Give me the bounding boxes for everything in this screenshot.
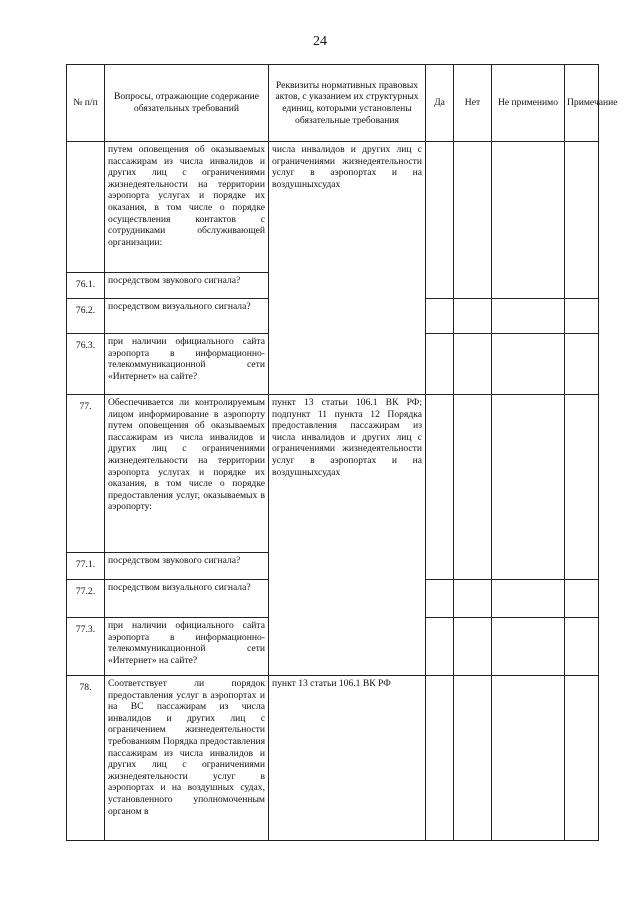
not-applicable-cell[interactable] [492,142,565,299]
note-cell[interactable] [565,299,599,334]
yes-cell[interactable] [426,580,454,618]
not-applicable-cell[interactable] [492,580,565,618]
header-questions: Вопросы, отражающие содержание обязательных требований [105,65,269,142]
not-applicable-cell[interactable] [492,334,565,395]
row-num: 77. [67,395,105,553]
note-cell[interactable] [565,618,599,676]
no-cell[interactable] [454,618,492,676]
row-question: посредством визуального сигнала? [105,580,269,618]
note-cell[interactable] [565,142,599,299]
row-num: 77.3. [67,618,105,676]
table-header-row [67,65,599,142]
no-cell[interactable] [454,299,492,334]
table-row [67,676,599,841]
row-num: 77.1. [67,553,105,580]
yes-cell[interactable] [426,618,454,676]
note-cell[interactable] [565,676,599,841]
yes-cell[interactable] [426,395,454,580]
yes-cell[interactable] [426,142,454,299]
no-cell[interactable] [454,676,492,841]
row-requisite: числа инвалидов и других лиц с ограничениями жизнедеятельности услуг в аэропортах и на воздушныхсудах [269,142,426,395]
row-question: посредством звукового сигнала? [105,553,269,580]
row-num [67,142,105,273]
not-applicable-cell[interactable] [492,676,565,841]
header-requisites: Реквизиты нормативных правовых актов, с указанием их структурных единиц, которыми установлены обязательные требования [269,65,426,142]
row-num: 77.2. [67,580,105,618]
header-yes: Да [426,65,454,142]
not-applicable-cell[interactable] [492,395,565,580]
yes-cell[interactable] [426,676,454,841]
row-question: при наличии официального сайта аэропорта в информационно-телекоммуникационной сети «Интернет» на сайте? [105,334,269,395]
table-row [67,142,599,273]
row-num: 78. [67,676,105,841]
row-num: 76.1. [67,273,105,299]
row-num: 76.3. [67,334,105,395]
no-cell[interactable] [454,580,492,618]
row-question: путем оповещения об оказываемых пассажирам из числа инвалидов и других лиц с ограничениями жизнедеятельности на территории аэропорта услугах и порядке их оказания, в том числе о порядке осуществления контактов с сотрудниками обслуживающей организации: [105,142,269,273]
not-applicable-cell[interactable] [492,299,565,334]
no-cell[interactable] [454,334,492,395]
yes-cell[interactable] [426,334,454,395]
yes-cell[interactable] [426,299,454,334]
header-num: № п/п [67,65,105,142]
header-note: Примечание [565,65,599,142]
row-question: посредством визуального сигнала? [105,299,269,334]
not-applicable-cell[interactable] [492,618,565,676]
row-question: посредством звукового сигнала? [105,273,269,299]
row-num: 76.2. [67,299,105,334]
table-row [67,395,599,553]
row-requisite: пункт 13 статьи 106.1 ВК РФ; подпункт 11 пункта 12 Порядка предоставления пассажирам из числа инвалидов и других лиц с ограничениями жизнедеятельности услуг в аэропортах и на воздушныхсудах [269,395,426,676]
row-question: Обеспечивается ли контролируемым лицом информирование в аэропорту путем оповещения об оказываемых пассажирам из числа инвалидов и других лиц с ограничениями жизнедеятельности на территории аэропорта услугах и порядке их оказания, в том числе о порядке предоставления услуг, оказываемых в аэропорту: [105,395,269,553]
row-requisite: пункт 13 статьи 106.1 ВК РФ [269,676,426,841]
page-number: 24 [313,34,327,49]
no-cell[interactable] [454,395,492,580]
note-cell[interactable] [565,395,599,580]
header-no: Нет [454,65,492,142]
requirements-table [66,64,618,841]
row-question: Соответствует ли порядок предоставления услуг в аэропортах и на ВС пассажирам из числа инвалидов и других лиц с ограничением жизнедеятельности требованиям Порядка предоставления пассажирам из числа инвалидов и других лиц с ограничениями жизнедеятельности услуг в аэропортах и на воздушных судах, установленного уполномоченным органом в [105,676,269,841]
row-question: при наличии официального сайта аэропорта в информационно-телекоммуникационной сети «Интернет» на сайте? [105,618,269,676]
header-not-applicable: Не применимо [492,65,565,142]
no-cell[interactable] [454,142,492,299]
note-cell[interactable] [565,580,599,618]
note-cell[interactable] [565,334,599,395]
